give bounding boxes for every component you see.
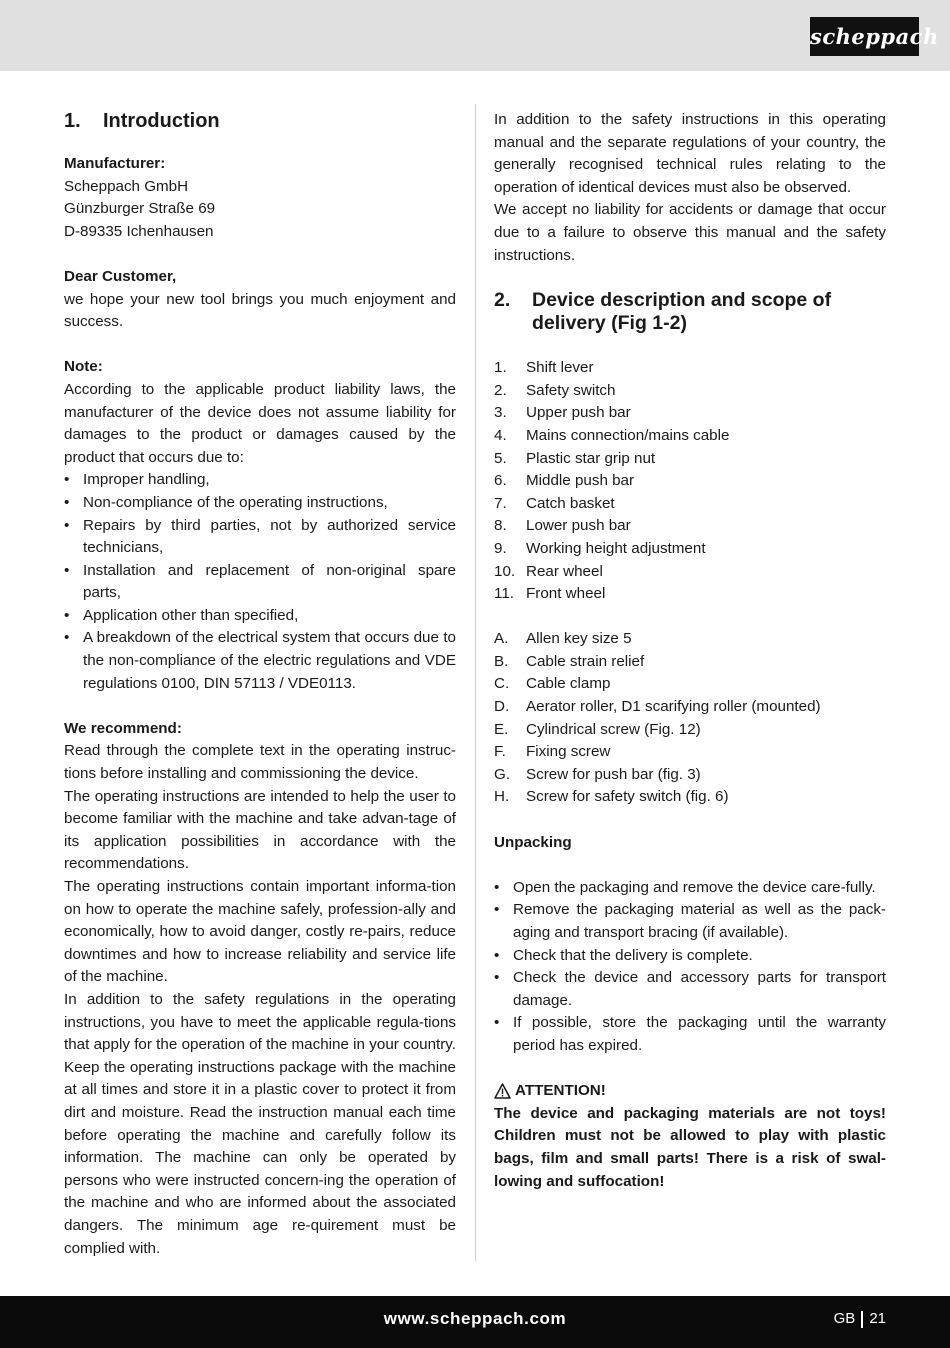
list-item: 11. Front wheel — [494, 585, 606, 603]
section-2-heading — [494, 289, 886, 334]
list-item: 8. Lower push bar — [494, 517, 631, 535]
manufacturer-line: Scheppach GmbH — [64, 177, 189, 195]
list-item: B. Cable strain relief — [494, 652, 645, 670]
list-item: • Non-compliance of the operating instructions, — [64, 492, 456, 515]
list-item: 2. Safety switch — [494, 381, 616, 399]
attention-text: The device and packaging materials are not toys! Children must not be allowed to play with plastic bags, film and small parts! There is a risk of swal-lowing and suffocation! — [494, 1104, 886, 1190]
list-item: H. Screw for safety switch (fig. 6) — [494, 788, 729, 806]
list-item: • Check that the delivery is complete. — [494, 945, 886, 968]
recommend-paragraph: In addition to the safety regulations in the operating instructions, you have to meet the applicable regula-tions that apply for the operation of the machine in your country. Keep the operating instructions package with the machine at all times and store it in a plastic cover to protect it from dirt and moisture. Read the instruction manual each time before operating the machine and carefully follow its information. The machine can only be operated by persons who were instructed concern-ing the operation of the machine and who are informed about the associated dangers. The minimum age re-quirement must be complied with. — [64, 990, 456, 1257]
parts-list — [494, 357, 886, 606]
page-indicator — [834, 1309, 886, 1329]
intro-paragraph: In addition to the safety instructions in this operating manual and the separate regulations of your country, the generally recognised technical rules relating to the operation of identical devices must also be observed. — [494, 111, 886, 196]
liability-list — [64, 469, 456, 695]
section-title: Introduction — [103, 110, 220, 132]
list-item: 1. Shift lever — [494, 359, 594, 377]
page-number: 21 — [869, 1310, 886, 1327]
list-item: 4. Mains connection/mains cable — [494, 426, 730, 444]
recommend-label: We recommend: — [64, 719, 182, 737]
footer-bar — [0, 1296, 950, 1348]
list-item: • A breakdown of the electrical system that occurs due to the non-compliance of the electric regulations and VDE regulations 0100, DIN 57113 / VDE0113. — [64, 627, 456, 695]
separator — [861, 1311, 863, 1328]
list-item: 7. Catch basket — [494, 494, 615, 512]
manufacturer-line: Günzburger Straße 69 — [64, 200, 216, 218]
note-label: Note: — [64, 358, 103, 376]
header-bar — [0, 0, 950, 71]
customer-label: Dear Customer, — [64, 267, 177, 285]
attention-heading — [494, 1080, 886, 1103]
list-item: F. Fixing screw — [494, 743, 611, 761]
list-item: 9. Working height adjustment — [494, 539, 706, 557]
manufacturer-label: Manufacturer: — [64, 155, 166, 172]
language-code: GB — [833, 1310, 856, 1327]
list-item: • Installation and replacement of non-original spare parts, — [64, 560, 456, 605]
list-item: • If possible, store the packaging until the warranty period has expired. — [494, 1012, 886, 1057]
section-number: 2. — [494, 289, 511, 312]
list-item: • Check the device and accessory parts for transport damage. — [494, 967, 886, 1012]
customer-text: we hope your new tool brings you much enjoyment and success. — [64, 290, 456, 331]
list-item: • Improper handling, — [64, 469, 456, 492]
unpacking-list — [494, 877, 886, 1058]
list-item: E. Cylindrical screw (Fig. 12) — [494, 720, 701, 738]
unpacking-label: Unpacking — [494, 833, 572, 851]
brand-logo: scheppach — [810, 17, 919, 56]
manufacturer-line: D-89335 Ichenhausen — [64, 222, 214, 240]
left-column — [64, 109, 456, 1260]
section-title: Device description and scope of delivery (Fig 1-2) — [532, 289, 832, 334]
warning-triangle-icon — [494, 1083, 511, 1099]
recommend-paragraph: The operating instructions contain important informa-tion on how to operate the machine safely, profession-ally and economically, how to avoid danger, costly re-pairs, reduce downtimes and how to increase reliability and service life of the machine. — [64, 878, 456, 986]
intro-paragraph: We accept no liability for accidents or damage that occur due to a failure to observe this manual and the safety instructions. — [494, 201, 886, 264]
list-item: C. Cable clamp — [494, 675, 611, 693]
accessories-list — [494, 628, 886, 809]
section-1-heading — [64, 109, 456, 133]
list-item: G. Screw for push bar (fig. 3) — [494, 765, 701, 783]
column-divider — [475, 104, 476, 1261]
note-text: According to the applicable product liability laws, the manufacturer of the device does not assume liability for damages to the product or damages caused by the product that occurs due to: — [64, 380, 456, 466]
attention-label: ATTENTION! — [515, 1082, 606, 1100]
list-item: • Application other than specified, — [64, 605, 456, 628]
website-link[interactable]: www.scheppach.com — [383, 1309, 567, 1328]
list-item: • Remove the packaging material as well as the pack-aging and transport bracing (if available). — [494, 899, 886, 944]
list-item: 5. Plastic star grip nut — [494, 449, 656, 467]
section-number: 1. — [64, 110, 81, 132]
right-column — [494, 109, 886, 1193]
list-item: • Open the packaging and remove the device care-fully. — [494, 877, 886, 900]
list-item: A. Allen key size 5 — [494, 630, 632, 648]
list-item: D. Aerator roller, D1 scarifying roller (mounted) — [494, 698, 821, 716]
list-item: 10. Rear wheel — [494, 562, 603, 580]
recommend-paragraph: The operating instructions are intended to help the user to become familiar with the machine and take advan-tage of its application possibilities in accordance with the recommendations. — [64, 787, 456, 873]
list-item: • Repairs by third parties, not by authorized service technicians, — [64, 515, 456, 560]
list-item: 6. Middle push bar — [494, 472, 635, 490]
recommend-paragraph: Read through the complete text in the operating instruc-tions before installing and commissioning the device. — [64, 742, 456, 783]
list-item: 3. Upper push bar — [494, 404, 631, 422]
